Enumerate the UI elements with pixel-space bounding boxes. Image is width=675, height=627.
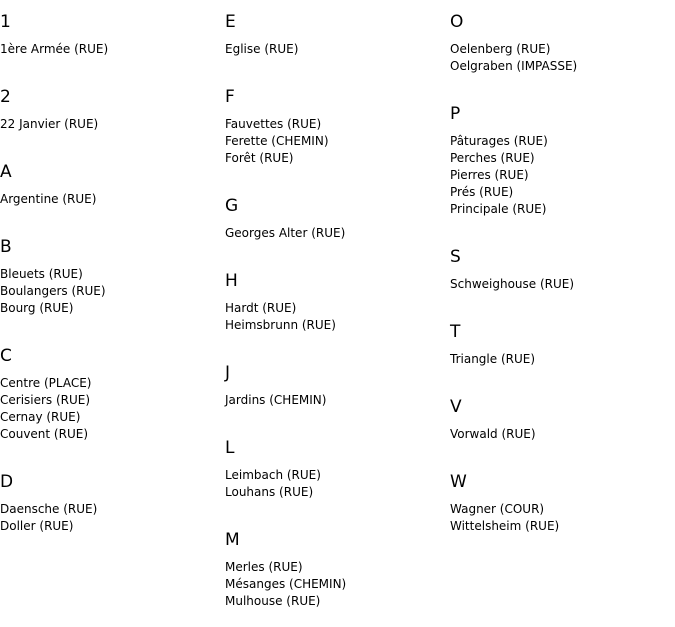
street-link[interactable]: Boulangers (RUE) (0, 284, 106, 298)
street-link[interactable]: Perches (RUE) (450, 151, 535, 165)
letter-group (450, 460, 665, 535)
street-link[interactable]: Couvent (RUE) (0, 427, 89, 441)
street-link[interactable]: Triangle (RUE) (450, 352, 536, 366)
letter-heading: M (225, 530, 240, 550)
street-link[interactable]: Georges Alter (RUE) (225, 226, 346, 240)
street-link[interactable]: Daensche (RUE) (0, 502, 98, 516)
street-column (225, 0, 440, 627)
street-link[interactable]: 1ère Armée (RUE) (0, 42, 109, 56)
street-link[interactable]: Prés (RUE) (450, 185, 514, 199)
street-link[interactable]: Schweighouse (RUE) (450, 277, 575, 291)
letter-heading: L (225, 438, 235, 458)
letter-group (450, 235, 665, 293)
street-link[interactable]: Forêt (RUE) (225, 151, 294, 165)
letter-group (0, 460, 215, 535)
letter-heading: B (0, 237, 12, 257)
street-link[interactable]: Louhans (RUE) (225, 485, 314, 499)
letter-heading: T (450, 322, 461, 342)
street-link[interactable]: Leimbach (RUE) (225, 468, 321, 482)
letter-heading: C (0, 346, 12, 366)
street-link[interactable]: Cerisiers (RUE) (0, 393, 91, 407)
street-column (0, 0, 215, 552)
street-link[interactable]: Centre (PLACE) (0, 376, 92, 390)
letter-group (225, 351, 440, 409)
street-link[interactable]: Bleuets (RUE) (0, 267, 83, 281)
letter-heading: G (225, 196, 239, 216)
letter-heading: O (450, 12, 464, 32)
street-link[interactable]: Argentine (RUE) (0, 192, 97, 206)
street-link[interactable]: Jardins (CHEMIN) (225, 393, 327, 407)
letter-heading: E (225, 12, 236, 32)
letter-heading: W (450, 472, 467, 492)
letter-group (225, 259, 440, 334)
letter-group (225, 0, 440, 58)
street-link[interactable]: 22 Janvier (RUE) (0, 117, 99, 131)
street-link[interactable]: Doller (RUE) (0, 519, 74, 533)
letter-group (0, 75, 215, 133)
street-link[interactable]: Fauvettes (RUE) (225, 117, 322, 131)
letter-heading: P (450, 104, 461, 124)
street-link[interactable]: Cernay (RUE) (0, 410, 81, 424)
street-link[interactable]: Merles (RUE) (225, 560, 303, 574)
letter-heading: J (225, 363, 231, 383)
street-link[interactable]: Eglise (RUE) (225, 42, 299, 56)
street-column (450, 0, 665, 552)
street-link[interactable]: Wagner (COUR) (450, 502, 545, 516)
letter-heading: 1 (0, 12, 11, 32)
street-link[interactable]: Pâturages (RUE) (450, 134, 548, 148)
letter-group (450, 92, 665, 218)
letter-group (225, 518, 440, 610)
street-link[interactable]: Principale (RUE) (450, 202, 547, 216)
letter-group (225, 184, 440, 242)
street-link[interactable]: Mulhouse (RUE) (225, 594, 321, 608)
letter-group (225, 426, 440, 501)
letter-group (0, 225, 215, 317)
letter-group (450, 385, 665, 443)
street-link[interactable]: Oelgraben (IMPASSE) (450, 59, 578, 73)
letter-group (225, 75, 440, 167)
letter-heading: A (0, 162, 12, 182)
letter-heading: V (450, 397, 462, 417)
letter-heading: H (225, 271, 238, 291)
letter-group (0, 150, 215, 208)
street-link[interactable]: Vorwald (RUE) (450, 427, 536, 441)
letter-group (0, 334, 215, 443)
letter-heading: F (225, 87, 235, 107)
letter-group (0, 0, 215, 58)
street-link[interactable]: Heimsbrunn (RUE) (225, 318, 336, 332)
street-link[interactable]: Pierres (RUE) (450, 168, 529, 182)
letter-heading: S (450, 247, 461, 267)
street-link[interactable]: Wittelsheim (RUE) (450, 519, 560, 533)
street-link[interactable]: Ferette (CHEMIN) (225, 134, 329, 148)
letter-group (450, 0, 665, 75)
street-link[interactable]: Hardt (RUE) (225, 301, 297, 315)
street-link[interactable]: Mésanges (CHEMIN) (225, 577, 347, 591)
letter-heading: D (0, 472, 14, 492)
street-link[interactable]: Oelenberg (RUE) (450, 42, 551, 56)
street-link[interactable]: Bourg (RUE) (0, 301, 74, 315)
letter-group (450, 310, 665, 368)
letter-heading: 2 (0, 87, 11, 107)
